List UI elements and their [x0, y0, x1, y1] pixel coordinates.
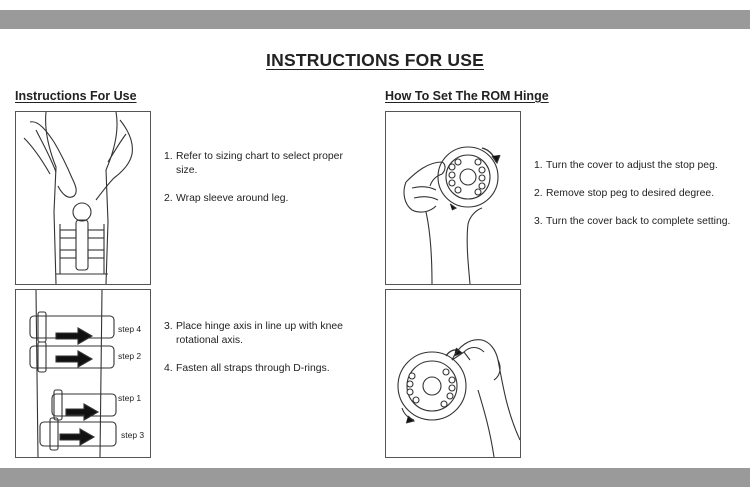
strap-label-step4: step 4 — [118, 324, 142, 334]
step-item: 4. Fasten all straps through D-rings. — [164, 363, 330, 374]
step-item: 3. Place hinge axis in line up with knee rotational axis. — [164, 321, 343, 346]
bottom-decorative-bar — [0, 468, 750, 487]
strap-label-step1: step 1 — [118, 393, 142, 403]
steps-list-b — [164, 320, 364, 390]
step-item: 2. Wrap sleeve around leg. — [164, 193, 289, 204]
illustration-remove-peg — [385, 289, 521, 458]
step-item: 2. Remove stop peg to desired degree. — [534, 188, 715, 199]
strap-label-step2: step 2 — [118, 351, 142, 361]
right-section-title: How To Set The ROM Hinge — [385, 89, 549, 103]
page-title: INSTRUCTIONS FOR USE — [266, 50, 484, 70]
steps-list-a — [164, 150, 364, 220]
left-section-title: Instructions For Use — [15, 89, 137, 103]
strap-label-step3: step 3 — [121, 430, 145, 440]
step-item: 1. Refer to sizing chart to select proper size. — [164, 151, 343, 176]
illustration-hinge-turn — [385, 111, 521, 285]
step-item: 3. Turn the cover back to complete setting. — [534, 216, 731, 227]
top-decorative-bar — [0, 10, 750, 29]
illustration-wrap-sleeve — [15, 111, 151, 285]
rom-steps-list — [534, 159, 744, 243]
step-item: 1. Turn the cover to adjust the stop peg. — [534, 160, 718, 171]
